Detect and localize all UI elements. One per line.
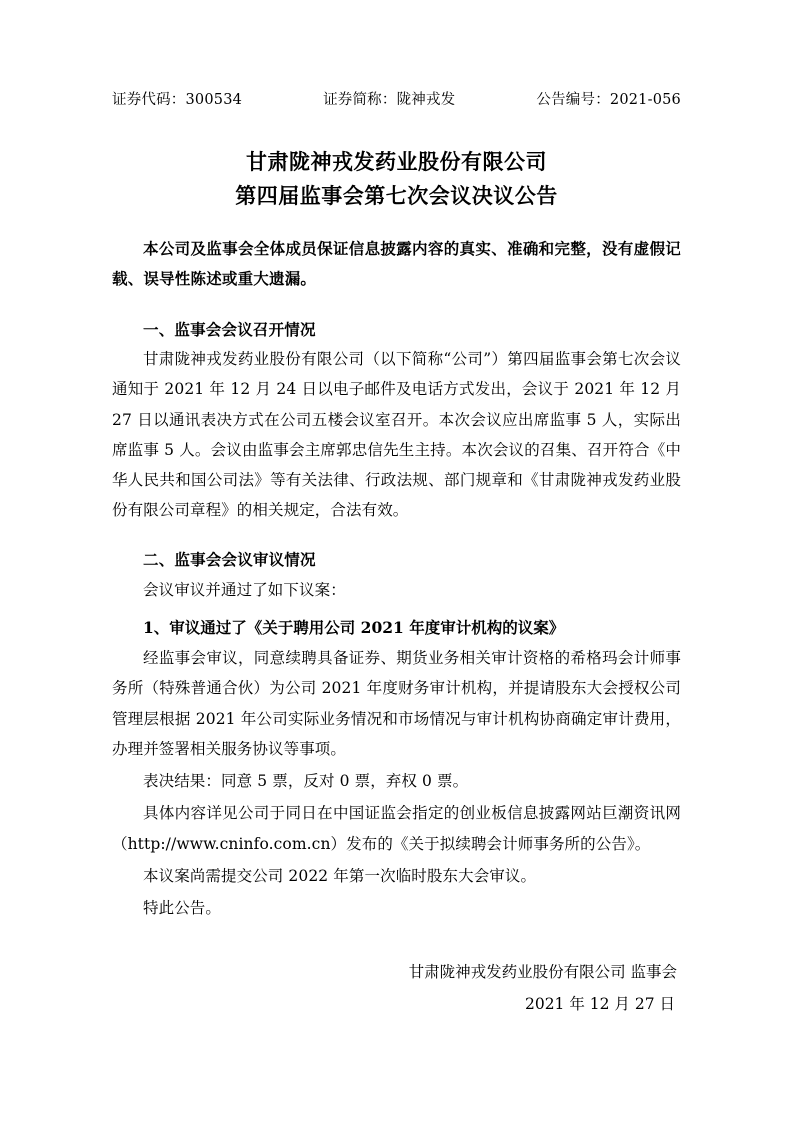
security-code: 证券代码：300534	[112, 92, 243, 108]
signature-entity: 甘肃陇神戎发药业股份有限公司 监事会	[408, 963, 677, 982]
signature-date: 2021 年 12 月 27 日	[524, 995, 675, 1014]
section-heading-2: 二、监事会会议审议情况	[143, 550, 316, 570]
disclosure-statement: 本公司及监事会全体成员保证信息披露内容的真实、准确和完整，没有虚假记载、误导性陈述或重大遗漏。	[112, 239, 681, 289]
page-title	[112, 145, 681, 212]
security-abbreviation: 证券简称：陇神戎发	[323, 92, 456, 108]
shareholder-meeting-note: 本议案尚需提交公司 2022 年第一次临时股东大会审议。	[143, 866, 537, 885]
section-1-paragraph-1: 甘肃陇神戎发药业股份有限公司（以下简称“公司”）第四届监事会第七次会议通知于 2021 年 12 月 24 日以电子邮件及电话方式发出，会议于 2021 年 12 月 27 日以通讯表决方式在公司五楼会议室召开。本次会议应出席监事 5 人，实际出席监事 5 人。会议由监事会主席郭忠信先生主持。本次会议的召集、召开符合《中华人民共和国公司法》等有关法律、行政法规、部门规章和《甘肃陇神戎发药业股份有限公司章程》的相关规定，合法有效。	[112, 350, 681, 520]
document-header	[112, 88, 681, 109]
section-heading-1: 一、监事会会议召开情况	[143, 319, 316, 339]
closing-note: 特此公告。	[143, 899, 222, 917]
page-title-line-2: 第四届监事会第七次会议决议公告	[235, 182, 558, 208]
signature-block	[112, 957, 681, 1019]
proposal-paragraph-1: 经监事会审议，同意续聘具备证券、期货业务相关审计资格的希格玛会计师事务所（特殊普通合伙）为公司 2021 年度财务审计机构，并提请股东大会授权公司管理层根据 2021 年公司实际业务情况和市场情况与审计机构协商确定审计费用，办理并签署相关服务协议等事项。	[112, 649, 681, 758]
proposal-heading-1: 1、审议通过了《关于聘用公司 2021 年度审计机构的议案》	[143, 618, 565, 638]
disclosure-reference: 具体内容详见公司于同日在中国证监会指定的创业板信息披露网站巨潮资讯网（http://www.cninfo.com.cn）发布的《关于拟续聘会计师事务所的公告》。	[112, 804, 681, 853]
section-2-paragraph-1: 会议审议并通过了如下议案：	[143, 580, 346, 599]
voting-result: 表决结果：同意 5 票，反对 0 票，弃权 0 票。	[143, 772, 469, 791]
page-title-line-1: 甘肃陇神戎发药业股份有限公司	[246, 149, 547, 174]
notice-number: 公告编号：2021-056	[536, 92, 681, 108]
